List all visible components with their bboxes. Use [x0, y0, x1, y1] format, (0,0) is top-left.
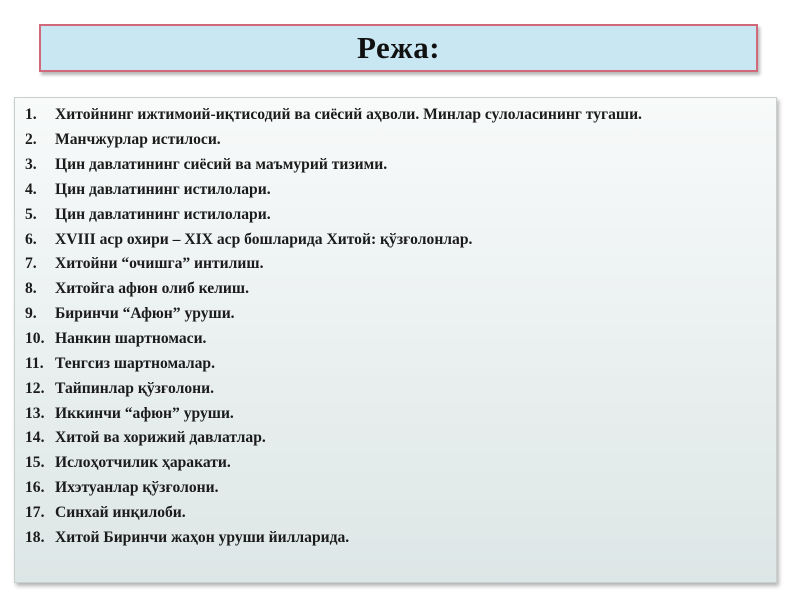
plan-item-number: 11. — [25, 354, 44, 372]
plan-item — [25, 426, 642, 451]
plan-item-text: Ихэтуанлар қўзғолони. — [55, 479, 219, 497]
plan-item — [25, 351, 642, 376]
plan-item-number: 12. — [25, 379, 45, 397]
plan-item — [25, 501, 642, 526]
plan-item-number: 4. — [25, 180, 37, 198]
plan-item-text: Хитойга афюн олиб келиш. — [55, 280, 249, 298]
plan-item — [25, 103, 642, 128]
plan-item-number: 2. — [25, 131, 37, 149]
plan-item — [25, 153, 642, 178]
plan-item-text: Синхай инқилоби. — [55, 503, 186, 521]
plan-item-number: 16. — [25, 479, 45, 497]
plan-item-number: 7. — [25, 255, 37, 273]
plan-item — [25, 401, 642, 426]
plan-item-number: 18. — [25, 528, 45, 546]
plan-item-number: 3. — [25, 156, 37, 174]
plan-item — [25, 128, 642, 153]
plan-item — [25, 302, 642, 327]
plan-item-number: 1. — [25, 106, 37, 124]
plan-item-text: Тайпинлар қўзғолони. — [55, 379, 214, 397]
page-title: Режа: — [356, 30, 441, 65]
plan-item-number: 8. — [25, 280, 37, 298]
plan-item — [25, 525, 642, 550]
plan-list — [25, 103, 642, 550]
plan-item — [25, 178, 642, 203]
plan-item-number: 9. — [25, 305, 37, 323]
plan-item-text: Нанкин шартномаси. — [55, 330, 207, 348]
plan-item-number: 13. — [25, 404, 45, 422]
title-banner — [39, 24, 758, 72]
plan-item-number: 17. — [25, 503, 45, 521]
plan-item-text: Ислоҳотчилик ҳаракати. — [55, 454, 231, 472]
plan-item-text: Цин давлатининг сиёсий ва маъмурий тизими. — [55, 156, 388, 174]
plan-item — [25, 202, 642, 227]
plan-item-text: Манчжурлар истилоси. — [55, 131, 221, 149]
plan-item — [25, 327, 642, 352]
plan-item — [25, 476, 642, 501]
plan-item-number: 15. — [25, 454, 45, 472]
plan-panel — [14, 97, 777, 583]
plan-item — [25, 277, 642, 302]
plan-item-text: Тенгсиз шартномалар. — [55, 354, 216, 372]
plan-item — [25, 227, 642, 252]
plan-item-number: 6. — [25, 230, 37, 248]
plan-item-text: Хитой Биринчи жаҳон уруши йилларида. — [55, 528, 350, 546]
plan-item — [25, 451, 642, 476]
plan-item-number: 10. — [25, 330, 45, 348]
plan-item-text: Иккинчи “афюн” уруши. — [55, 404, 234, 422]
plan-item-text: Цин давлатининг истилолари. — [55, 205, 271, 223]
plan-item — [25, 376, 642, 401]
plan-item-text: Цин давлатининг истилолари. — [55, 180, 271, 198]
plan-item-text: Биринчи “Афюн” уруши. — [55, 305, 235, 323]
plan-item-text: Хитой ва хорижий давлатлар. — [55, 429, 266, 447]
plan-item-text: Хитойнинг ижтимоий-иқтисодий ва сиёсий аҳволи. Минлар сулоласининг тугаши. — [55, 106, 642, 124]
plan-item — [25, 252, 642, 277]
plan-item-text: XVIII аср охири – XIX аср бошларида Хитой: қўзғолонлар. — [55, 230, 473, 248]
plan-item-number: 5. — [25, 205, 37, 223]
plan-item-text: Хитойни “очишга” интилиш. — [55, 255, 264, 273]
plan-item-number: 14. — [25, 429, 45, 447]
